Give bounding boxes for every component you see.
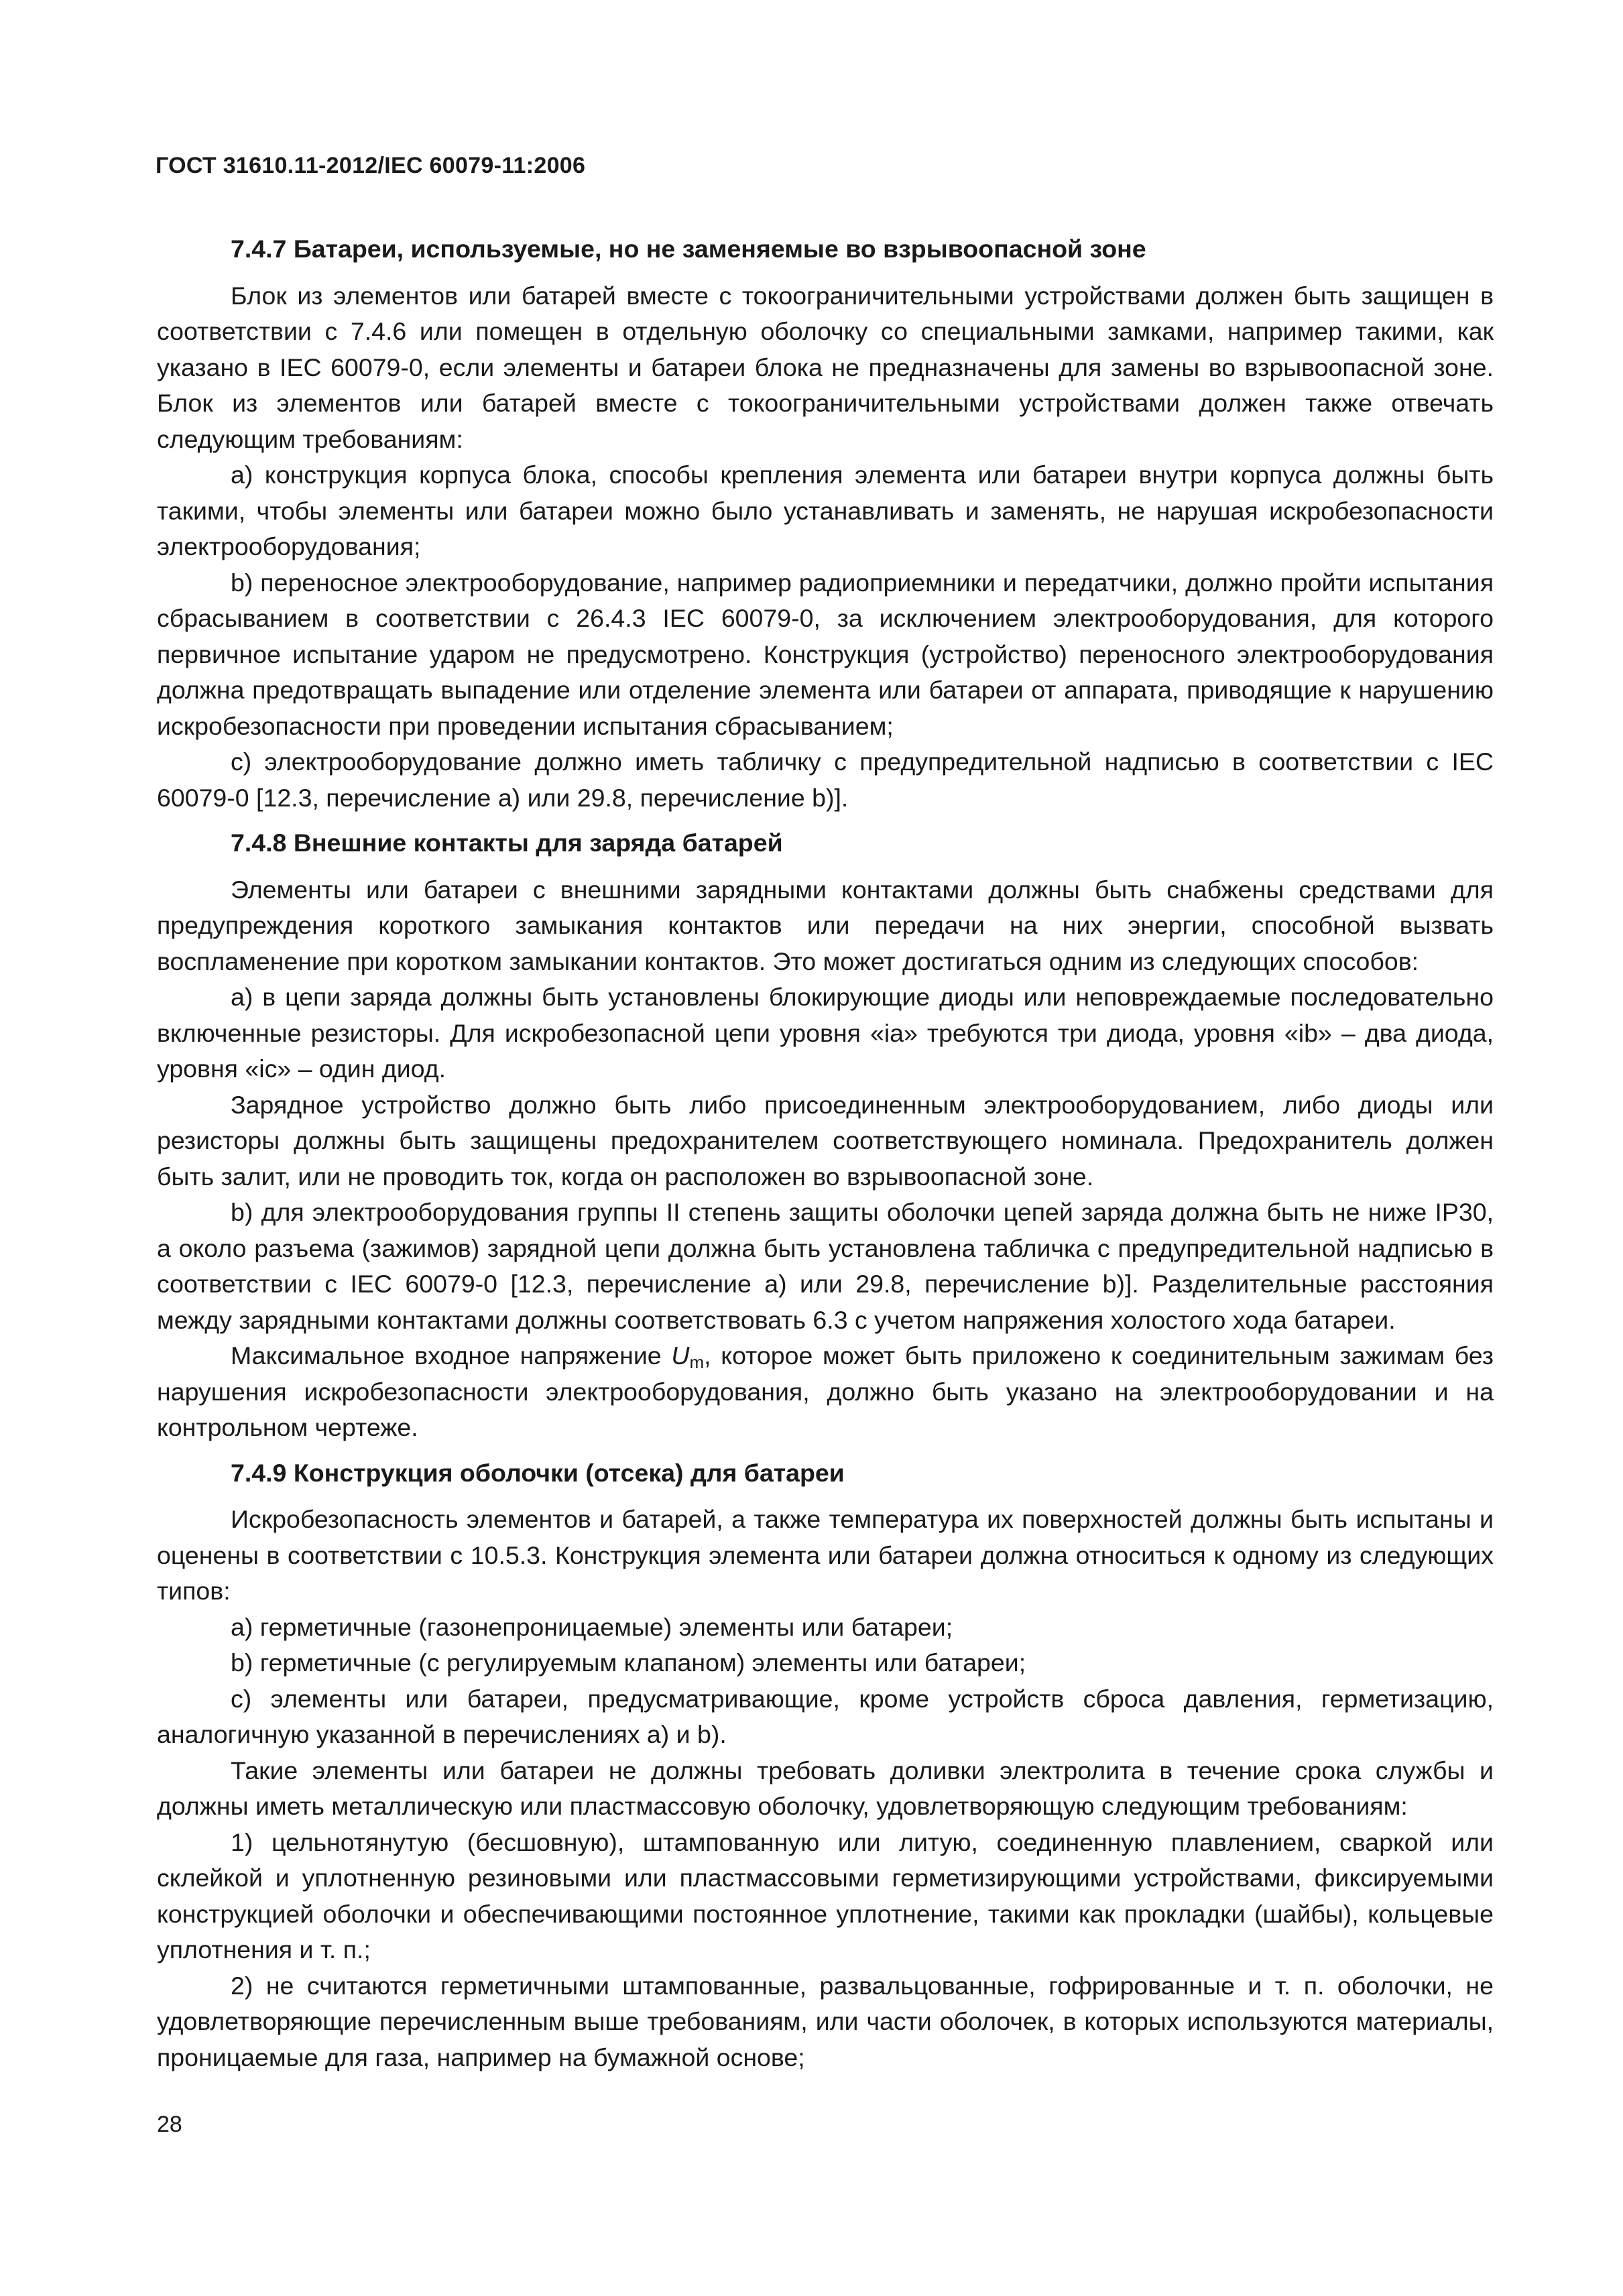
page-number: 28 bbox=[157, 2112, 182, 2137]
voltage-subscript: m bbox=[689, 1352, 705, 1372]
paragraph: Элементы или батареи с внешними зарядными контактами должны быть снабжены средствами для предупреждения короткого замыкания контактов или передачи на них энергии, способной вызвать воспламенение при коротком замыкании контактов. Это может достигаться одним из следующих способов: bbox=[157, 875, 1494, 975]
list-item-a: a) конструкция корпуса блока, способы крепления элемента или батареи внутри корпуса должны быть такими, чтобы элементы или батареи можно было устанавливать и заменять, не нарушая искробезопасности электрооборудования; bbox=[157, 461, 1494, 560]
list-item-b: b) герметичные (с регулируемым клапаном) элементы или батареи; bbox=[231, 1648, 1026, 1677]
list-item-1: 1) цельнотянутую (бесшовную), штампованную или литую, соединенную плавлением, сваркой или склейкой и уплотненную резиновыми или пластмассовыми герметизирующими устройствами, фиксируемыми конструкцией оболочки и обеспечивающими постоянное уплотнение, такими как прокладки (шайбы), кольцевые уплотнения и т. п.; bbox=[157, 1827, 1494, 1963]
list-item-a: a) в цепи заряда должны быть установлены блокирующие диоды или неповреждаемые последовательно включенные резисторы. Для искробезопасной цепи уровня «ia» требуются три диода, уровня «ib» – два диода, уровня «ic» – один диод. bbox=[157, 983, 1494, 1083]
list-item-c: c) элементы или батареи, предусматривающие, кроме устройств сброса давления, герметизацию, аналогичную указанной в перечислениях a) и b). bbox=[157, 1684, 1494, 1748]
voltage-symbol: U bbox=[671, 1341, 690, 1370]
list-item-c: c) электрооборудование должно иметь табличку с предупредительной надписью в соответствии с IEC 60079-0 [12.3, перечисление a) или 29.8, перечисление b)]. bbox=[157, 747, 1494, 812]
section-title-7-4-9: 7.4.9 Конструкция оболочки (отсека) для батареи bbox=[231, 1458, 845, 1487]
list-item-a: a) герметичные (газонепроницаемые) элементы или батареи; bbox=[231, 1612, 953, 1641]
text-span: Максимальное входное напряжение bbox=[231, 1341, 672, 1370]
section-title-7-4-7: 7.4.7 Батареи, используемые, но не заменяемые во взрывоопасной зоне bbox=[231, 235, 1146, 263]
page-content bbox=[157, 231, 1494, 2075]
text-span: , которое может быть приложено к соединительным зажимам без нарушения искробезопасности электрооборудования, должно быть указано на электрооборудовании и на контрольном чертеже. bbox=[157, 1341, 1494, 1441]
paragraph: Такие элементы или батареи не должны требовать доливки электролита в течение срока службы и должны иметь металлическую или пластмассовую оболочку, удовлетворяющую следующим требованиям: bbox=[157, 1756, 1494, 1820]
standard-header: ГОСТ 31610.11-2012/IEC 60079-11:2006 bbox=[156, 153, 586, 178]
paragraph: Блок из элементов или батарей вместе с токоограничительными устройствами должен быть защищен в соответствии с 7.4.6 или помещен в отдельную оболочку со специальными замками, например такими, как указано в IEC 60079-0, если элементы и батареи блока не предназначены для замены во взрывоопасной зоне. Блок из элементов или батарей вместе с токоограничительными устройствами должен также отвечать следующим требованиям: bbox=[157, 281, 1494, 453]
paragraph-max-voltage bbox=[157, 1338, 1494, 1446]
paragraph: Зарядное устройство должно быть либо присоединенным электрооборудованием, либо диоды или резисторы должны быть защищены предохранителем соответствующего номинала. Предохранитель должен быть залит, или не проводить ток, когда он расположен во взрывоопасной зоне. bbox=[157, 1090, 1494, 1191]
list-item-2: 2) не считаются герметичными штампованные, развальцованные, гофрированные и т. п. оболочки, не удовлетворяющие перечисленным выше требованиям, или части оболочек, в которых используются материалы, проницаемые для газа, например на бумажной основе; bbox=[157, 1971, 1494, 2071]
list-item-b: b) переносное электрооборудование, например радиоприемники и передатчики, должно пройти испытания сбрасыванием в соответствии с 26.4.3 IEC 60079-0, за исключением электрооборудования, для которого первичное испытание ударом не предусмотрено. Конструкция (устройство) переносного электрооборудования должна предотвращать выпадение или отделение элемента или батареи от аппарата, приводящие к нарушению искробезопасности при проведении испытания сбрасыванием; bbox=[157, 568, 1494, 740]
paragraph: Искробезопасность элементов и батарей, а также температура их поверхностей должны быть испытаны и оценены в соответствии с 10.5.3. Конструкция элемента или батареи должна относиться к одному из следующих типов: bbox=[157, 1505, 1494, 1605]
list-item-b: b) для электрооборудования группы II степень защиты оболочки цепей заряда должна быть не ниже IP30, а около разъема (зажимов) зарядной цепи должна быть установлена табличка с предупредительной надписью в соответствии с IEC 60079-0 [12.3, перечисление a) или 29.8, перечисление b)]. Разделительные расстояния между зарядными контактами должны соответствовать 6.3 с учетом напряжения холостого хода батареи. bbox=[157, 1198, 1494, 1334]
section-title-7-4-8: 7.4.8 Внешние контакты для заряда батарей bbox=[231, 829, 783, 857]
